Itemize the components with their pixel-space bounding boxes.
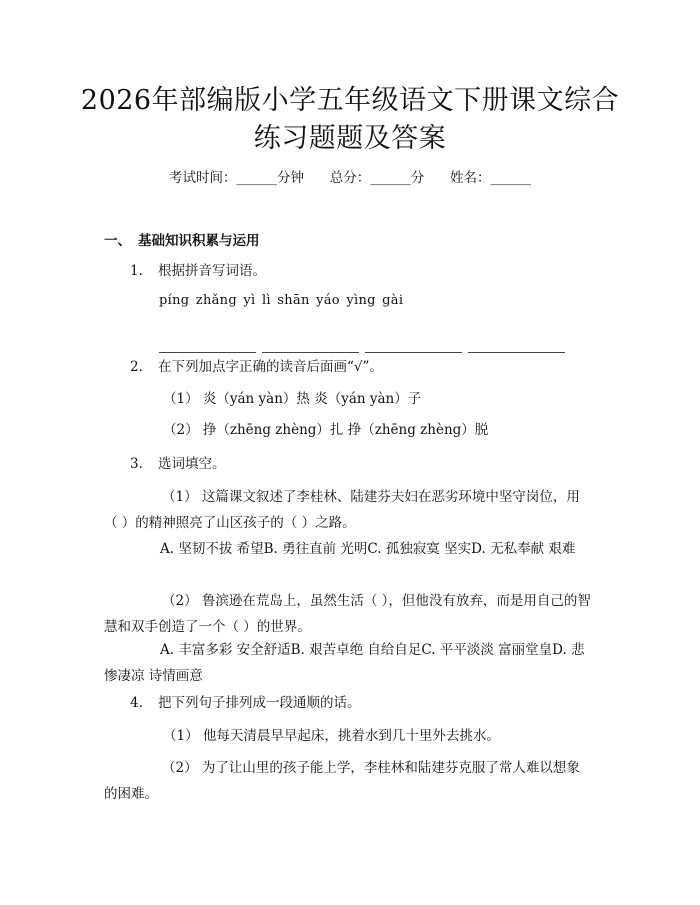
pinyin-prompt: píng zhǎng yì lì shān yáo yìng gài: [159, 293, 404, 308]
title-line-1: 2026年部编版小学五年级语文下册课文综合: [80, 85, 620, 116]
answer-blank[interactable]: [468, 351, 565, 353]
question-number: 4.: [130, 695, 143, 711]
q3-item-2: （2） 鲁滨逊在荒岛上，虽然生活（ ），但他没有放弃，而是用自己的智慧和双手创造了一个（ ）的世界。: [104, 593, 591, 635]
exam-meta: [0, 168, 700, 188]
q3-item-1: （1） 这篇课文叙述了李桂林、陆建芬夫妇在恶劣环境中坚守岗位，用（ ）的精神照亮了山区孩子的（ ）之路。: [104, 489, 580, 531]
section-title: 基础知识积累与运用: [138, 233, 260, 249]
q3-options-1: A. 坚韧不拔 希望B. 勇往直前 光明C. 孤独寂寞 坚实D. 无私奉献 艰难: [160, 541, 576, 557]
question-text: 根据拼音写词语。: [158, 263, 266, 279]
q3-options-2: A. 丰富多彩 安全舒适B. 艰苦卓绝 自给自足C. 平平淡淡 富丽堂皇D. 悲惨凄凉 诗情画意: [104, 642, 585, 684]
exam-name: 姓名：______: [450, 170, 531, 186]
question-2: [130, 357, 383, 377]
section-number: 一、: [104, 233, 131, 249]
answer-blank[interactable]: [159, 351, 256, 353]
title-line-2: 练习题题及答案: [253, 123, 447, 154]
q4-item-1: （1） 他每天清晨早早起床，挑着水到几十里外去挑水。: [163, 728, 500, 744]
question-number: 2.: [130, 359, 143, 375]
question-1: [130, 261, 266, 281]
section-heading: [104, 229, 260, 249]
question-text: 把下列句子排列成一段通顺的话。: [158, 695, 361, 711]
answer-blanks: [159, 338, 571, 357]
answer-blank[interactable]: [262, 351, 359, 353]
question-number: 1.: [130, 263, 143, 279]
question-4: [130, 693, 361, 713]
q2-item-1: （1） 炎（yán yàn）热 炎（yán yàn）子: [163, 391, 422, 407]
document-title: [60, 82, 640, 158]
answer-blank[interactable]: [365, 351, 462, 353]
question-text: 选词填空。: [158, 456, 226, 472]
exam-score: 总分：______分: [329, 170, 425, 186]
q2-item-2: （2） 挣（zhēng zhèng）扎 挣（zhēng zhèng）脱: [163, 422, 489, 438]
question-number: 3.: [130, 456, 143, 472]
exam-time: 考试时间：______分钟: [169, 170, 304, 186]
q4-item-2: （2） 为了让山里的孩子能上学，李桂林和陆建芬克服了常人难以想象的困难。: [104, 760, 580, 802]
question-3: [130, 454, 226, 474]
question-text: 在下列加点字正确的读音后面画“√”。: [158, 359, 383, 375]
